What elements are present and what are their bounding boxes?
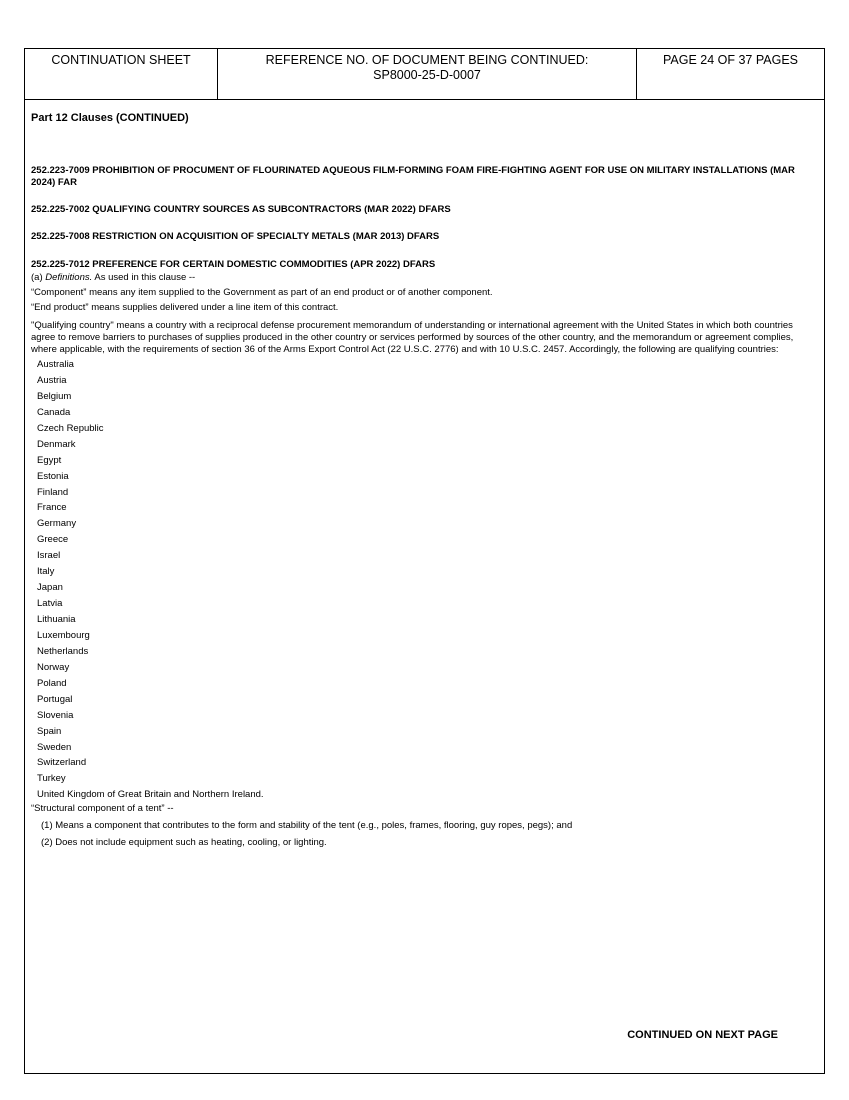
list-item: Canada [37,406,71,418]
continuation-sheet [24,48,825,1074]
list-item: France [37,502,67,514]
list-item: Belgium [37,390,72,402]
page-number: PAGE 24 OF 37 PAGES [662,53,798,67]
list-item: Czech Republic [37,422,104,434]
definition-end-product: “End product” means supplies delivered under a line item of this contract. [31,302,339,313]
list-item: Estonia [37,470,69,482]
continued-footer: CONTINUED ON NEXT PAGE [627,1029,778,1041]
list-item: Slovenia [37,709,74,721]
definitions-label: Definitions. [45,272,93,283]
reference-number [218,49,637,99]
structural-item-2: (2) Does not include equipment such as heating, cooling, or lighting. [41,837,327,849]
list-item: Sweden [37,741,72,753]
sheet-header [25,49,824,100]
definition-component: “Component” means any item supplied to the Government as part of an end product or of another component. [31,287,493,298]
part-title: Part 12 Clauses (CONTINUED) [31,112,189,124]
list-item: Latvia [37,598,63,610]
list-item: Japan [37,582,63,594]
list-item: Germany [37,518,77,530]
definition-qualifying-country: "Qualifying country" means a country with a reciprocal defense procurement memorandum of understanding or international agreement with the United States in which both countries agree to remove barriers to purchases of supplies produced in the other country or services performed by sources of the other country, and the memorandum or agreement complies, where applicable, with the requirements of section 36 of the Arms Export Control Act (22 U.S.C. 2776) and with 10 U.S.C. 2457. Accordingly, the following are qualifying countries: [31,320,794,355]
document-number: SP8000-25-D-0007 [373,68,481,82]
list-item: Poland [37,677,67,689]
qualifying-country-list [31,357,818,803]
list-item: Italy [37,566,55,578]
structural-item-1: (1) Means a component that contributes to the form and stability of the tent (e.g., poles, frames, flooring, guy ropes, pegs); and [41,820,573,832]
sheet-body [25,112,824,849]
list-item: Switzerland [37,757,87,769]
list-item: Egypt [37,454,62,466]
clause-heading: 252.223-7009 PROHIBITION OF PROCUMENT OF FLOURINATED AQUEOUS FILM-FORMING FOAM FIRE-FIGHTING AGENT FOR USE ON MILITARY INSTALLATIONS (MAR 2024) FAR [31,165,795,188]
list-item: Lithuania [37,614,76,625]
reference-label: REFERENCE NO. OF DOCUMENT BEING CONTINUED: [265,53,589,67]
list-item: Norway [37,661,70,673]
list-item: United Kingdom of Great Britain and Northern Ireland. [37,789,264,801]
list-item: Finland [37,486,69,498]
list-item: Netherlands [37,645,89,657]
list-item: Spain [37,725,62,737]
list-item: Luxembourg [37,629,90,641]
list-item: Israel [37,550,61,562]
list-item: Austria [37,374,67,386]
list-item: Greece [37,534,69,546]
list-item: Australia [37,359,74,370]
clause-heading: 252.225-7002 QUALIFYING COUNTRY SOURCES AS SUBCONTRACTORS (MAR 2022) DFARS [31,204,451,215]
definition-structural-component: “Structural component of a tent” -- [31,803,174,815]
clause-heading: 252.225-7008 RESTRICTION ON ACQUISITION OF SPECIALTY METALS (MAR 2013) DFARS [31,231,440,242]
definitions-intro: (a) Definitions. As used in this clause -- [31,272,196,283]
list-item: Denmark [37,438,76,450]
list-item: Portugal [37,693,73,705]
sheet-type: CONTINUATION SHEET [25,49,218,99]
list-item: Turkey [37,773,66,785]
clause-heading: 252.225-7012 PREFERENCE FOR CERTAIN DOMESTIC COMMODITIES (APR 2022) DFARS [31,259,436,270]
